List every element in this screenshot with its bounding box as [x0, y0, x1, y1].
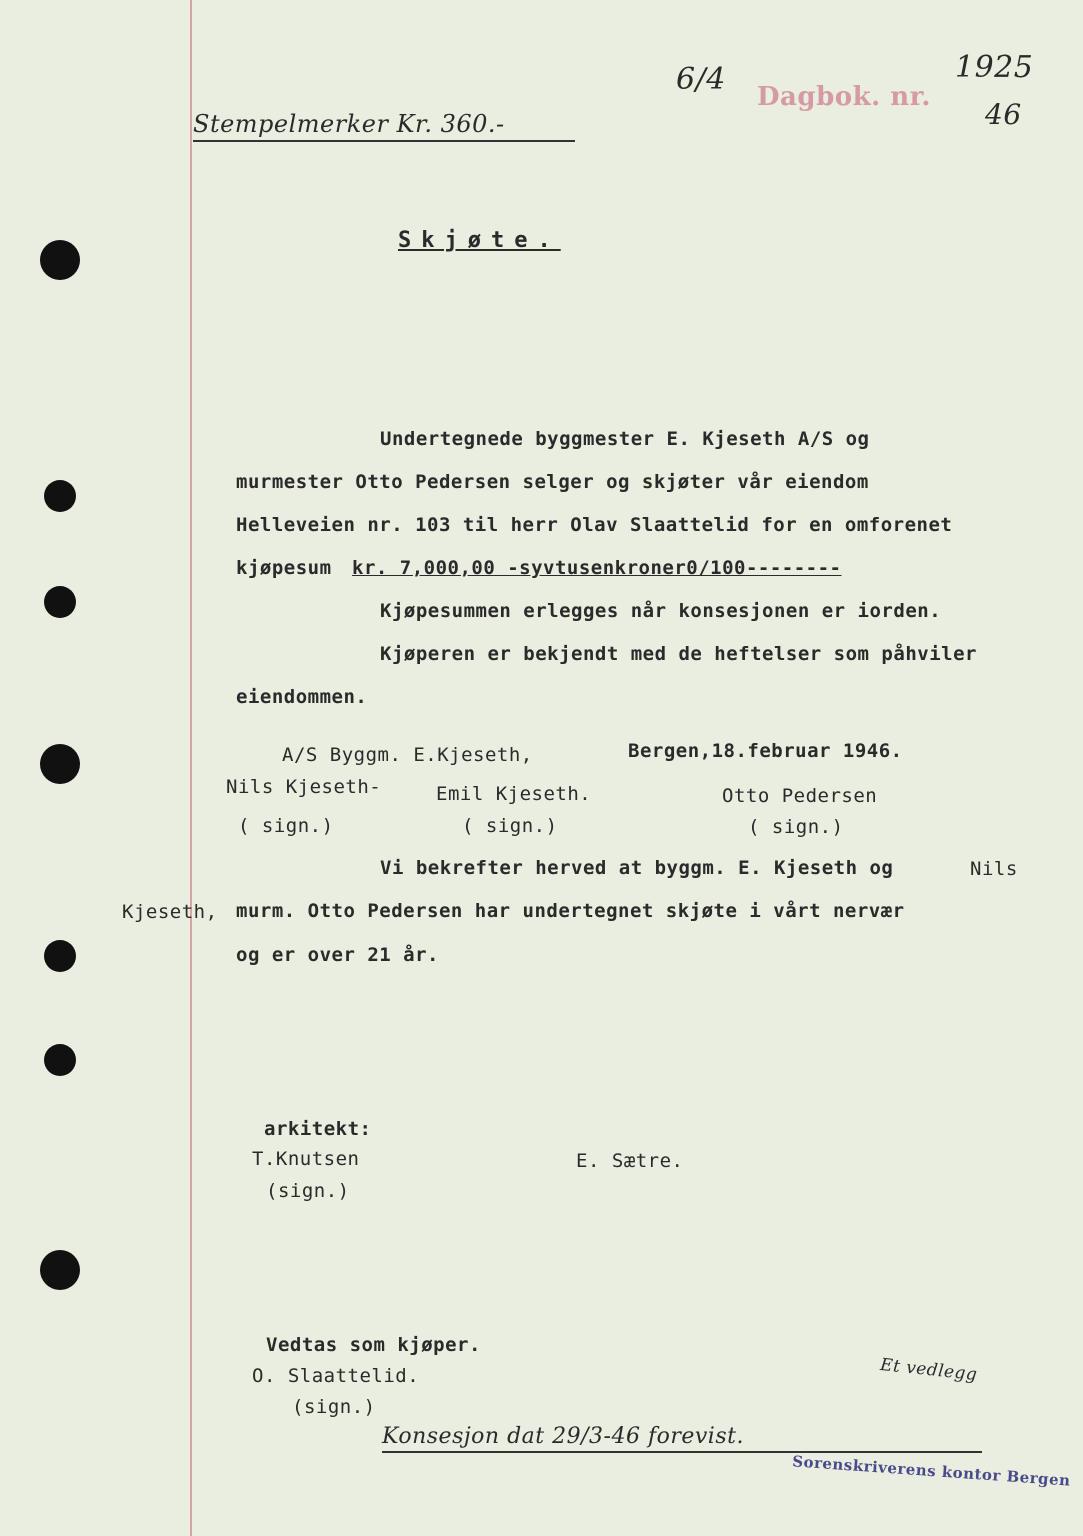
journal-number: 1925	[955, 50, 1034, 85]
witness-name: E. Sætre.	[576, 1150, 684, 1172]
date-note: 6/4	[676, 62, 726, 97]
body-line: Helleveien nr. 103 til herr Olav Slaattelid for en omforenet	[236, 514, 953, 536]
signatory-name: Nils Kjeseth-	[226, 776, 382, 798]
signatory-sign: ( sign.)	[462, 815, 558, 837]
witness-sign: (sign.)	[266, 1180, 350, 1202]
body-line: Kjøpesummen erlegges når konsesjonen er iorden.	[380, 600, 942, 622]
witness-line: Kjeseth,	[122, 901, 218, 923]
margin-line	[190, 0, 192, 1536]
office-stamp: Sorenskriverens kontor Bergen	[791, 1452, 1072, 1490]
punch-hole	[44, 1044, 76, 1076]
signatory-name: Otto Pedersen	[722, 785, 878, 807]
punch-hole	[44, 480, 76, 512]
witness-line: og er over 21 år.	[236, 944, 439, 966]
company-name: A/S Byggm. E.Kjeseth,	[282, 744, 533, 766]
punch-hole	[40, 240, 80, 280]
buyer-name: O. Slaattelid.	[252, 1365, 420, 1387]
purchase-price: kr. 7,000,00 -syvtusenkroner0/100--------	[352, 557, 842, 579]
signatory-sign: ( sign.)	[748, 816, 844, 838]
punch-hole	[44, 586, 76, 618]
body-line: Undertegnede byggmester E. Kjeseth A/S og	[380, 428, 870, 450]
body-line: murmester Otto Pedersen selger og skjøter vår eiendom	[236, 471, 869, 493]
concession-note: Konsesjon dat 29/3-46 forevist.	[382, 1424, 982, 1453]
journal-year: 46	[985, 98, 1022, 131]
punch-hole	[40, 1250, 80, 1290]
buyer-sign: (sign.)	[292, 1396, 376, 1418]
stamp-duty-note: Stempelmerker Kr. 360.-	[193, 110, 575, 142]
journal-stamp: Dagbok. nr.	[757, 82, 931, 112]
witness-role: arkitekt:	[264, 1118, 372, 1140]
witness-line: Vi bekrefter herved at byggm. E. Kjeseth og	[380, 857, 894, 879]
punch-hole	[44, 940, 76, 972]
signatory-name: Emil Kjeseth.	[436, 783, 592, 805]
witness-name: T.Knutsen	[252, 1148, 360, 1170]
signatory-sign: ( sign.)	[238, 815, 334, 837]
punch-hole	[40, 744, 80, 784]
witness-line: Nils	[970, 858, 1018, 880]
body-line: Kjøperen er bekjendt med de heftelser som påhviler	[380, 643, 977, 665]
body-line: eiendommen.	[236, 686, 368, 708]
place-date: Bergen,18.februar 1946.	[628, 740, 903, 762]
body-line: kjøpesum	[236, 557, 332, 579]
buyer-accepted: Vedtas som kjøper.	[266, 1334, 481, 1356]
witness-line: murm. Otto Pedersen har undertegnet skjøte i vårt nervær	[236, 900, 905, 922]
document-title: Skjøte.	[398, 228, 561, 253]
attachment-note: Et vedlegg	[879, 1354, 979, 1386]
